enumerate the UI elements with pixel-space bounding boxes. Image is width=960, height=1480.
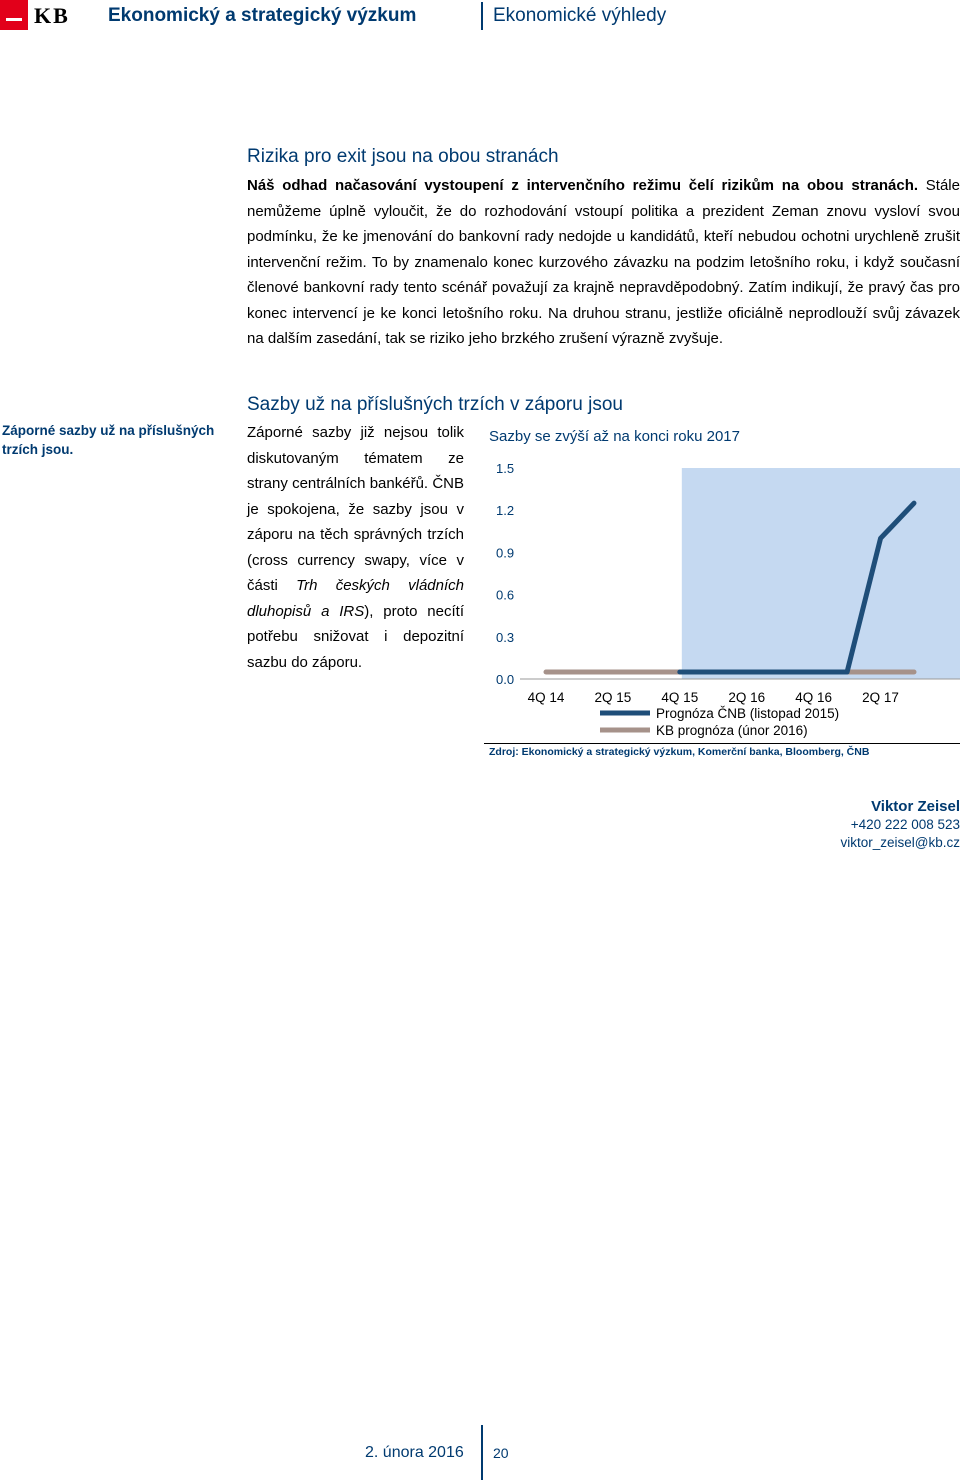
x-tick-label: 2Q 17: [862, 690, 899, 705]
x-tick-label: 4Q 14: [527, 690, 565, 705]
subsection-text-2: ), proto necítí potřebu snižovat i depozitní sazbu do záporu.: [247, 602, 464, 671]
page-number: 20: [493, 1445, 509, 1461]
legend-label: Prognóza ČNB (listopad 2015): [656, 706, 840, 721]
y-tick-label: 0.3: [496, 629, 515, 645]
subsection-heading: Sazby už na příslušných trzích v záporu jsou: [247, 394, 623, 415]
header-subtitle: Ekonomické výhledy: [493, 5, 667, 26]
side-note: Záporné sazby už na příslušných trzích jsou.: [2, 423, 215, 457]
x-tick-label: 2Q 16: [728, 690, 766, 705]
y-tick-label: 1.5: [496, 461, 515, 476]
x-tick-label: 4Q 15: [661, 690, 699, 705]
y-tick-label: 1.2: [496, 503, 515, 519]
author-contact: [841, 798, 960, 852]
legend-label: KB prognóza (únor 2016): [656, 723, 808, 738]
x-tick-label: 4Q 16: [795, 690, 833, 705]
subsection-text-1: Záporné sazby již nejsou tolik diskutovaným tématem ze strany centrálních bankéřů. ČNB je spokojena, že sazby jsou v záporu na těch správných trzích (cross currency swapy, více v části: [247, 424, 464, 594]
forecast-shaded-region: [682, 468, 960, 679]
lead-bold: Náš odhad načasování vystoupení z intervenčního režimu čelí rizikům na obou stranách.: [247, 177, 919, 194]
kb-logo-mark: [0, 0, 28, 30]
y-tick-label: 0.9: [496, 545, 515, 561]
chart-title: Sazby se zvýší až na konci roku 2017: [489, 428, 740, 445]
header-divider: [481, 2, 483, 30]
header-title: Ekonomický a strategický výzkum: [108, 5, 417, 26]
author-name: Viktor Zeisel: [871, 798, 960, 815]
subsection-text-italic: Trh českých vládních dluhopisů a IRS: [247, 577, 464, 620]
y-tick-label: 0.6: [496, 587, 515, 603]
line-chart: [484, 446, 960, 742]
subsection-paragraph: [247, 420, 464, 675]
y-tick-label: 0.0: [496, 672, 515, 687]
footer-date: 2. února 2016: [365, 1444, 464, 1461]
chart-source: Zdroj: Ekonomický a strategický výzkum, Komerční banka, Bloomberg, ČNB: [489, 746, 870, 758]
section-heading: Rizika pro exit jsou na obou stranách: [247, 146, 559, 167]
x-tick-label: 2Q 15: [594, 690, 632, 705]
lead-body: Stále nemůžeme úplně vyloučit, že do rozhodování vstoupí politika a prezident Zeman znovu vysloví svou podmínku, že ke jmenování do bankovní rady nedojde u kandidátů, kteří nebudou ochotni urychleně zrušit intervenční režim. To by znamenalo konec kurzového závazku na podzim letošního roku, i když současní členové bankovní rady tento scénář považují za krajně nepravděpodobný. Zatím indikují, že pravý čas pro konec intervencí je ke konci letošního roku. Na druhou stranu, jestliže oficiálně neprodlouží svůj závazek na dalším zasedání, tak se riziko jeho brzkého zrušení výrazně zvyšuje.: [247, 177, 960, 347]
author-phone: +420 222 008 523: [850, 817, 960, 832]
author-email[interactable]: viktor_zeisel@kb.cz: [840, 835, 960, 850]
kb-logo-text: KB: [34, 3, 70, 28]
footer-divider: [481, 1425, 483, 1480]
lead-paragraph: [247, 173, 960, 352]
chart-source-rule: [484, 743, 960, 744]
